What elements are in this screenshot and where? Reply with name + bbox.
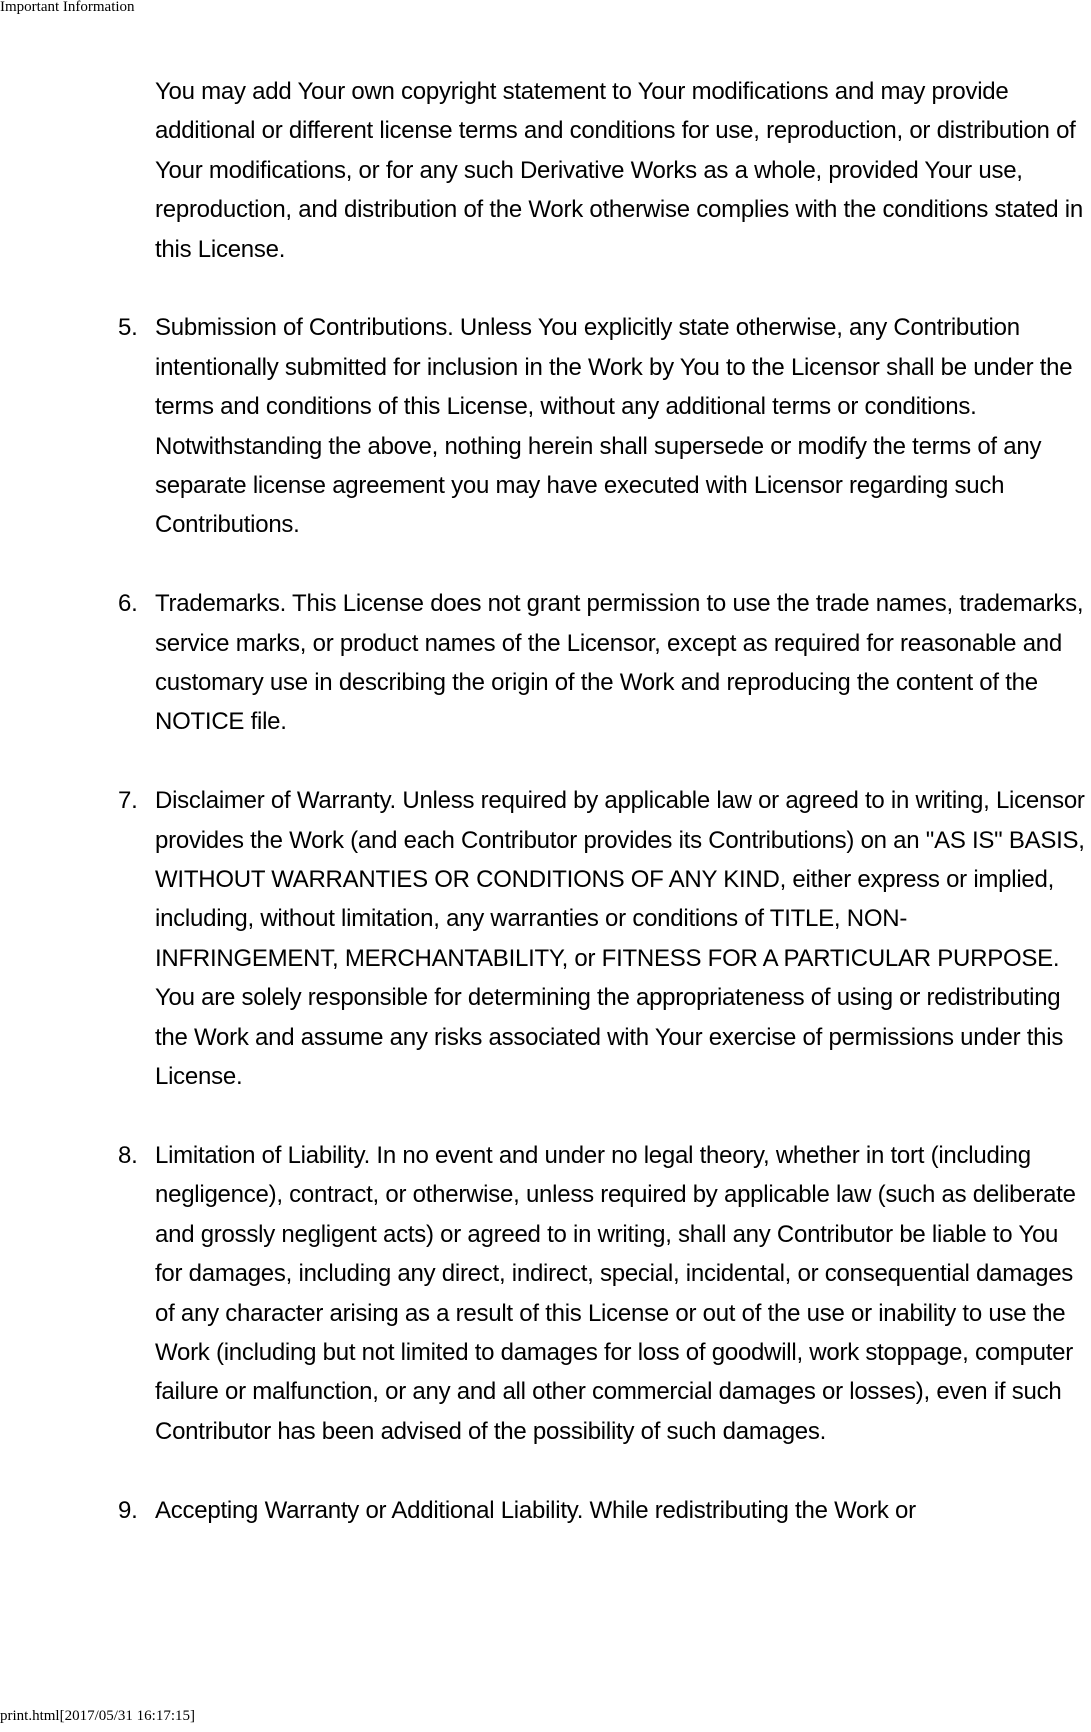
item-number: 9.: [118, 1496, 138, 1524]
item-text: Accepting Warranty or Additional Liability. While redistributing the Work or: [155, 1496, 916, 1524]
item-text: Limitation of Liability. In no event and under no legal theory, whether in tort (including negligence), contract, or otherwise, unless required by applicable law (such as deliberate and grossly negligent acts) or agreed to in writing, shall any Contributor be liable to You for damages, including any direct, indirect, special, incidental, or consequential damages of any character arising as a result of this License or out of the use or inability to use the Work (including but not limited to damages for loss of goodwill, work stoppage, computer failure or malfunction, or any and all other commercial damages or losses), even if such Contributor has been advised of the possibility of such damages.: [155, 1141, 1076, 1445]
list-item-8: [118, 1136, 1087, 1451]
list-item-7: [118, 781, 1087, 1096]
item-number: 8.: [118, 1141, 138, 1169]
list-item-9: [118, 1491, 1087, 1530]
item-text: Trademarks. This License does not grant permission to use the trade names, trademarks, service marks, or product names of the Licensor, except as required for reasonable and customary use in describing the origin of the Work and reproducing the content of the NOTICE file.: [155, 590, 1084, 736]
license-content: [0, 72, 1091, 1530]
item-number: 7.: [118, 787, 138, 815]
item-number: 6.: [118, 590, 138, 618]
page-header-title: Important Information: [0, 0, 135, 15]
item-extra-text: Notwithstanding the above, nothing herein shall supersede or modify the terms of any separate license agreement you may have executed with Licensor regarding such Contributions.: [155, 432, 1042, 539]
page-footer-source: print.html[2017/05/31 16:17:15]: [0, 1708, 195, 1724]
item-text: Submission of Contributions. Unless You explicitly state otherwise, any Contribution intentionally submitted for inclusion in the Work by You to the Licensor shall be under the terms and conditions of this License, without any additional terms or conditions.: [155, 314, 1073, 421]
item-number: 5.: [118, 314, 138, 342]
list-item-5: [118, 308, 1087, 544]
item-text: Disclaimer of Warranty. Unless required by applicable law or agreed to in writing, Licensor provides the Work (and each Contributor provides its Contributions) on an "AS IS" BASIS, WITHOUT WARRANTIES OR CONDITIONS OF ANY KIND, either express or implied, including, without limitation, any warranties or conditions of TITLE, NON-INFRINGEMENT, MERCHANTABILITY, or FITNESS FOR A PARTICULAR PURPOSE. You are solely responsible for determining the appropriateness of using or redistributing the Work and assume any risks associated with Your exercise of permissions under this License.: [155, 787, 1085, 1091]
list-item-6: [118, 584, 1087, 742]
intro-paragraph: You may add Your own copyright statement to Your modifications and may provide additional or different license terms and conditions for use, reproduction, or distribution of Your modifications, or for any such Derivative Works as a whole, provided Your use, reproduction, and distribution of the Work otherwise complies with the conditions stated in this License.: [155, 78, 1083, 263]
